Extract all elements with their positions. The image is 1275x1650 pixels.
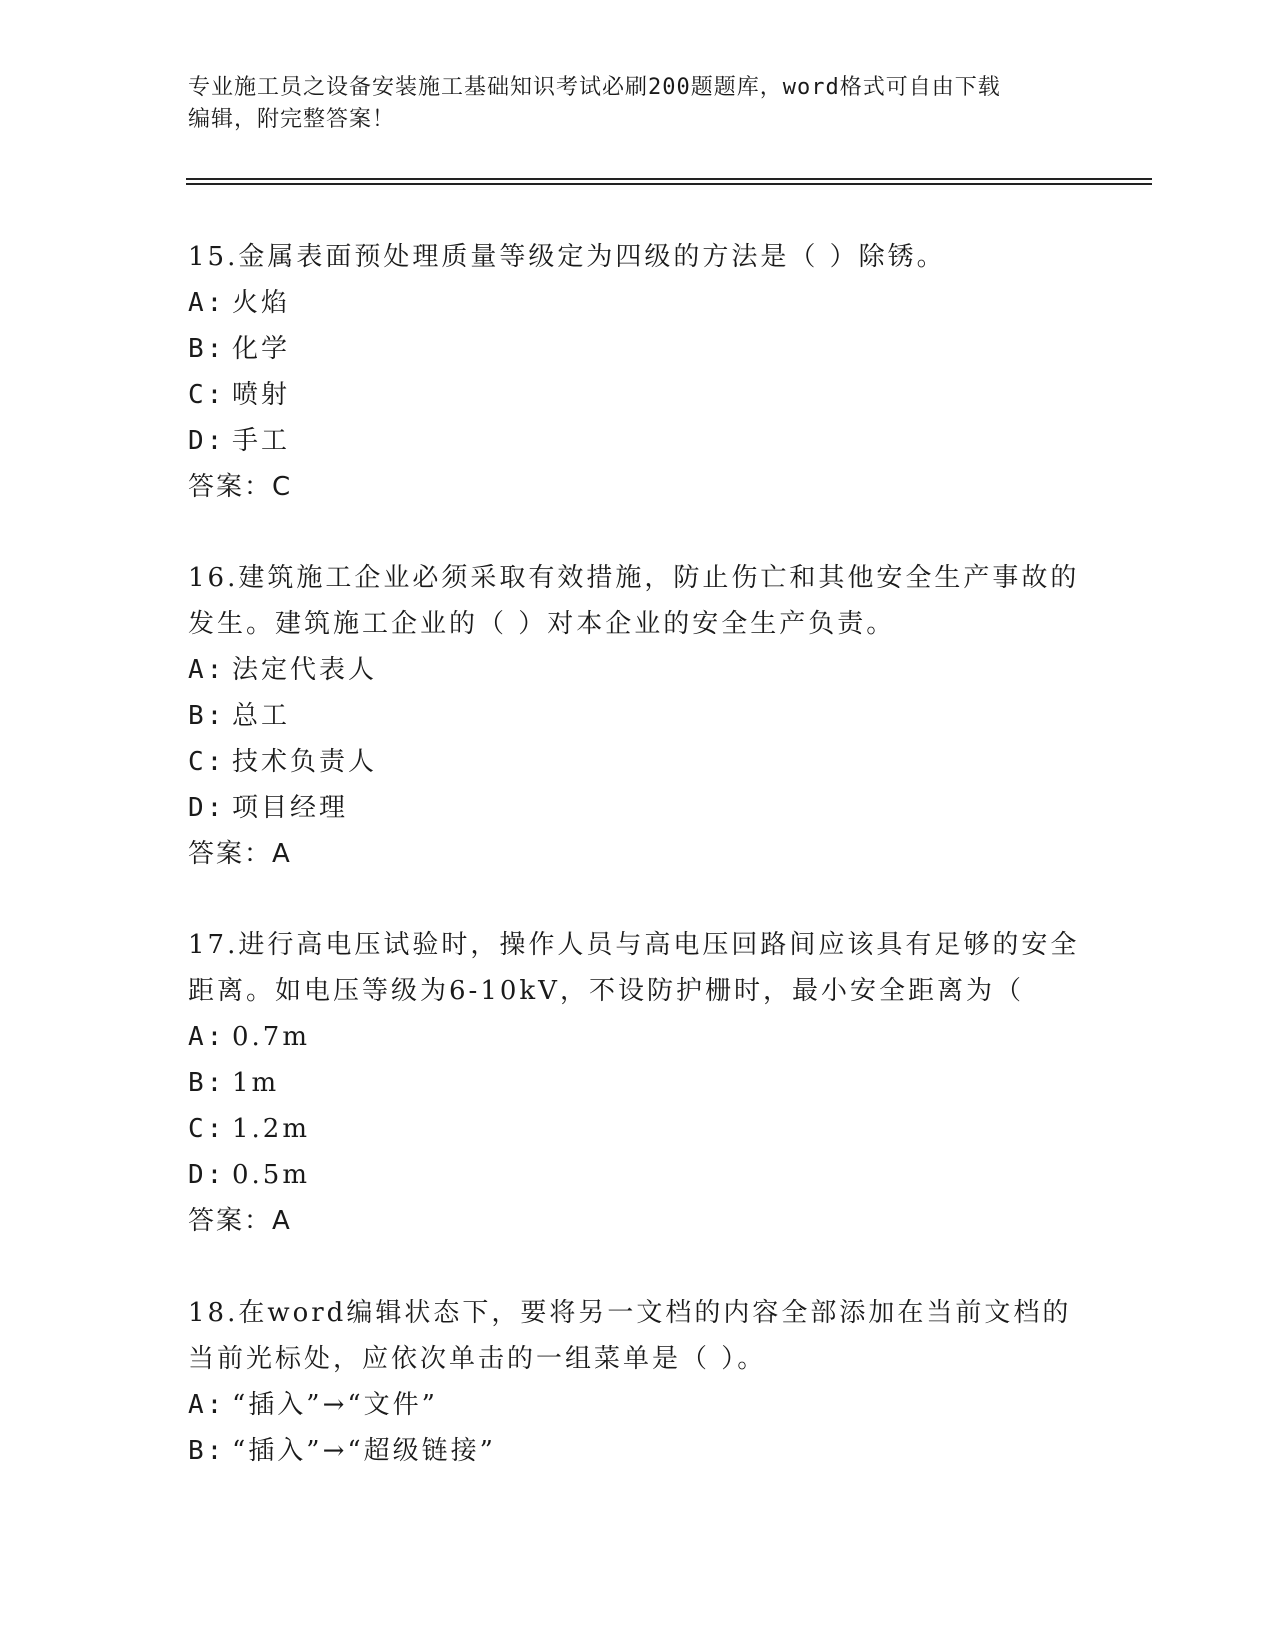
option-a	[188, 1014, 1088, 1060]
option-b	[188, 1428, 1088, 1474]
option-c	[188, 372, 1088, 418]
option-text: 0.7m	[232, 1022, 311, 1052]
option-text: 1.2m	[232, 1114, 311, 1144]
option-d	[188, 785, 1088, 831]
question-16	[188, 555, 1088, 877]
option-key: C:	[188, 747, 226, 777]
option-a	[188, 280, 1088, 326]
option-key: A:	[188, 288, 226, 318]
question-stem-line-1: 18.在word编辑状态下，要将另一文档的内容全部添加在当前文档的	[188, 1298, 1072, 1328]
header-title-line-2: 编辑，附完整答案！	[188, 107, 396, 132]
option-b	[188, 693, 1088, 739]
option-b	[188, 326, 1088, 372]
option-a	[188, 647, 1088, 693]
option-key: B:	[188, 1068, 226, 1098]
option-text: 法定代表人	[232, 655, 378, 685]
header-title-line-1: 专业施工员之设备安装施工基础知识考试必刷200题题库，word格式可自由下载	[188, 75, 1001, 100]
option-text: “插入”→“超级链接”	[232, 1436, 496, 1466]
option-text: 喷射	[232, 380, 291, 410]
option-key: A:	[188, 1022, 226, 1052]
question-stem-line-2: 距离。如电压等级为6-10kV，不设防护栅时，最小安全距离为（	[188, 976, 1024, 1006]
option-c	[188, 739, 1088, 785]
header-divider-bottom	[186, 183, 1152, 185]
question-stem-line-1: 16.建筑施工企业必须采取有效措施，防止伤亡和其他安全生产事故的	[188, 563, 1080, 593]
option-text: 0.5m	[232, 1160, 311, 1190]
option-text: 项目经理	[232, 793, 349, 823]
option-text: 技术负责人	[232, 747, 378, 777]
header-divider-top	[186, 178, 1152, 180]
option-key: D:	[188, 793, 226, 823]
option-key: A:	[188, 1390, 226, 1420]
question-17	[188, 922, 1088, 1244]
document-header	[188, 72, 1088, 136]
question-18	[188, 1290, 1088, 1474]
option-text: “插入”→“文件”	[232, 1390, 438, 1420]
option-text: 1m	[232, 1068, 280, 1098]
option-key: C:	[188, 1114, 226, 1144]
answer: 答案：A	[188, 839, 292, 869]
option-key: B:	[188, 334, 226, 364]
option-key: C:	[188, 380, 226, 410]
option-text: 化学	[232, 334, 291, 364]
question-stem-line-1: 17.进行高电压试验时，操作人员与高电压回路间应该具有足够的安全	[188, 930, 1080, 960]
question-15	[188, 234, 1088, 510]
option-a	[188, 1382, 1088, 1428]
answer: 答案：A	[188, 1206, 292, 1236]
option-d	[188, 1152, 1088, 1198]
option-key: A:	[188, 655, 226, 685]
option-c	[188, 1106, 1088, 1152]
option-b	[188, 1060, 1088, 1106]
option-key: D:	[188, 426, 226, 456]
option-text: 手工	[232, 426, 291, 456]
answer: 答案：C	[188, 472, 293, 502]
question-stem: 15.金属表面预处理质量等级定为四级的方法是（ ）除锈。	[188, 242, 946, 272]
option-d	[188, 418, 1088, 464]
option-key: B:	[188, 701, 226, 731]
option-key: B:	[188, 1436, 226, 1466]
option-text: 火焰	[232, 288, 291, 318]
question-stem-line-2: 发生。建筑施工企业的（ ）对本企业的安全生产负责。	[188, 609, 896, 639]
option-text: 总工	[232, 701, 291, 731]
question-stem-line-2: 当前光标处，应依次单击的一组菜单是（ ）。	[188, 1344, 767, 1374]
option-key: D:	[188, 1160, 226, 1190]
